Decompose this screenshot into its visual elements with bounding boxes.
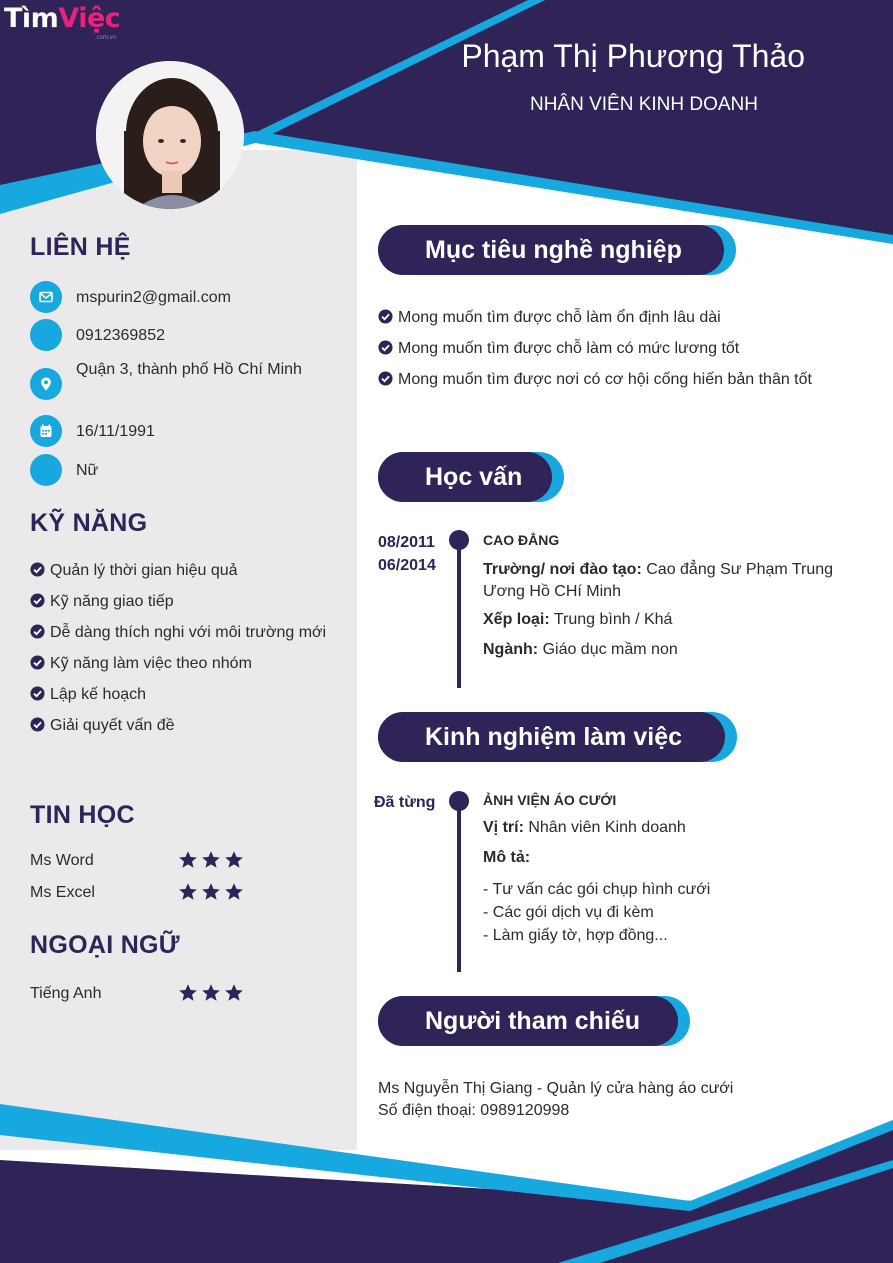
- experience-desc-line: - Tư vấn các gói chụp hình cưới: [483, 881, 711, 898]
- star-icon: [178, 882, 198, 902]
- avatar: [96, 61, 244, 209]
- skill-item: Giải quyết vấn đề: [30, 710, 340, 741]
- education-grade: Xếp loại: Trung bình / Khá: [483, 611, 673, 628]
- objective-heading: Mục tiêu nghề nghiệp: [378, 225, 724, 275]
- email-text[interactable]: mspurin2@gmail.com: [76, 289, 231, 306]
- check-circle-icon: [30, 717, 45, 732]
- gender-text: Nữ: [76, 462, 99, 479]
- skill-item: Lập kế hoạch: [30, 679, 340, 710]
- objective-item: Mong muốn tìm được chỗ làm có mức lương tốt: [378, 333, 848, 364]
- language-item-rating: [178, 983, 247, 1003]
- star-icon: [178, 983, 198, 1003]
- experience-date: Đã từng: [374, 794, 436, 811]
- language-item-name: Tiếng Anh: [30, 985, 102, 1002]
- experience-desc-line: - Các gói dịch vụ đi kèm: [483, 904, 654, 921]
- education-end-date: 06/2014: [378, 557, 436, 574]
- check-circle-icon: [378, 309, 393, 324]
- star-icon: [201, 882, 221, 902]
- skill-item: Dễ dàng thích nghi với môi trường mới: [30, 617, 340, 648]
- job-title: NHÂN VIÊN KINH DOANH: [529, 94, 758, 115]
- reference-section-pill: [378, 996, 690, 1046]
- objective-list: [378, 302, 848, 393]
- experience-heading: Kinh nghiệm làm việc: [378, 712, 725, 762]
- contact-gender: [30, 454, 330, 486]
- check-circle-icon: [30, 624, 45, 639]
- contact-phone: [30, 319, 330, 351]
- check-circle-icon: [30, 593, 45, 608]
- experience-position: Vị trí: Nhân viên Kinh doanh: [483, 819, 686, 836]
- location-pin-icon: [30, 368, 62, 400]
- check-circle-icon: [30, 562, 45, 577]
- logo: TìmViệc: [4, 3, 121, 34]
- skills-list: [30, 555, 340, 741]
- objective-item: Mong muốn tìm được chỗ làm ổn định lâu dài: [378, 302, 848, 333]
- logo-subtext: .com.vn: [95, 35, 117, 41]
- it-item-rating: [178, 850, 247, 870]
- contact-address: [30, 361, 330, 408]
- experience-section-pill: [378, 712, 737, 762]
- skill-item: Kỹ năng giao tiếp: [30, 586, 340, 617]
- star-icon: [224, 882, 244, 902]
- star-icon: [178, 850, 198, 870]
- reference-line-1: Ms Nguyễn Thị Giang - Quản lý cửa hàng áo cưới: [378, 1080, 734, 1097]
- education-heading: Học vấn: [378, 452, 552, 502]
- experience-timeline-line: [457, 800, 461, 972]
- objective-item: Mong muốn tìm được nơi có cơ hội cống hiến bản thân tốt: [378, 367, 840, 393]
- email-icon: [30, 281, 62, 313]
- experience-timeline-dot: [449, 791, 469, 811]
- it-heading: TIN HỌC: [30, 801, 135, 829]
- experience-desc: [483, 878, 863, 947]
- gender-icon: [30, 454, 62, 486]
- phone-text: 0912369852: [76, 327, 165, 344]
- education-section-pill: [378, 452, 564, 502]
- check-circle-icon: [378, 371, 393, 386]
- skill-item: Quản lý thời gian hiệu quả: [30, 555, 340, 586]
- skills-heading: KỸ NĂNG: [30, 509, 148, 537]
- birthday-text: 16/11/1991: [76, 423, 155, 440]
- candidate-name: Phạm Thị Phương Thảo: [461, 38, 805, 74]
- contact-email: [30, 281, 330, 313]
- education-major: Ngành: Giáo dục mầm non: [483, 641, 678, 658]
- address-text: Quận 3, thành phố Hồ Chí Minh: [76, 361, 302, 378]
- contact-heading: LIÊN HỆ: [30, 233, 131, 261]
- it-item-name: Ms Excel: [30, 884, 95, 901]
- reference-info: [378, 1078, 733, 1122]
- education-timeline-dot: [449, 530, 469, 550]
- education-level: CAO ĐẲNG: [483, 532, 560, 548]
- experience-company: ẢNH VIỆN ÁO CƯỚI: [483, 792, 617, 808]
- education-school: Trường/ nơi đào tạo: Cao đẳng Sư Phạm Trung Ương Hồ CHí Minh: [483, 561, 834, 600]
- objective-section-pill: [378, 225, 736, 275]
- experience-desc-label: Mô tả:: [483, 849, 531, 866]
- star-icon: [224, 983, 244, 1003]
- check-circle-icon: [30, 686, 45, 701]
- education-start-date: 08/2011: [378, 534, 435, 551]
- it-item-name: Ms Word: [30, 852, 94, 869]
- star-icon: [201, 850, 221, 870]
- languages-heading: NGOẠI NGỮ: [30, 931, 180, 959]
- star-icon: [224, 850, 244, 870]
- skill-item: Kỹ năng làm việc theo nhóm: [30, 648, 340, 679]
- contact-birthday: [30, 415, 330, 447]
- calendar-icon: [30, 415, 62, 447]
- check-circle-icon: [378, 340, 393, 355]
- check-circle-icon: [30, 655, 45, 670]
- reference-line-2: Số điện thoại: 0989120998: [378, 1102, 570, 1119]
- it-item-rating: [178, 882, 247, 902]
- phone-icon: [30, 319, 62, 351]
- experience-desc-line: - Làm giấy tờ, hợp đồng...: [483, 927, 668, 944]
- education-timeline-line: [457, 540, 461, 688]
- experience-entry: [483, 792, 863, 947]
- star-icon: [201, 983, 221, 1003]
- reference-heading: Người tham chiếu: [378, 996, 678, 1046]
- education-entry: [483, 532, 863, 659]
